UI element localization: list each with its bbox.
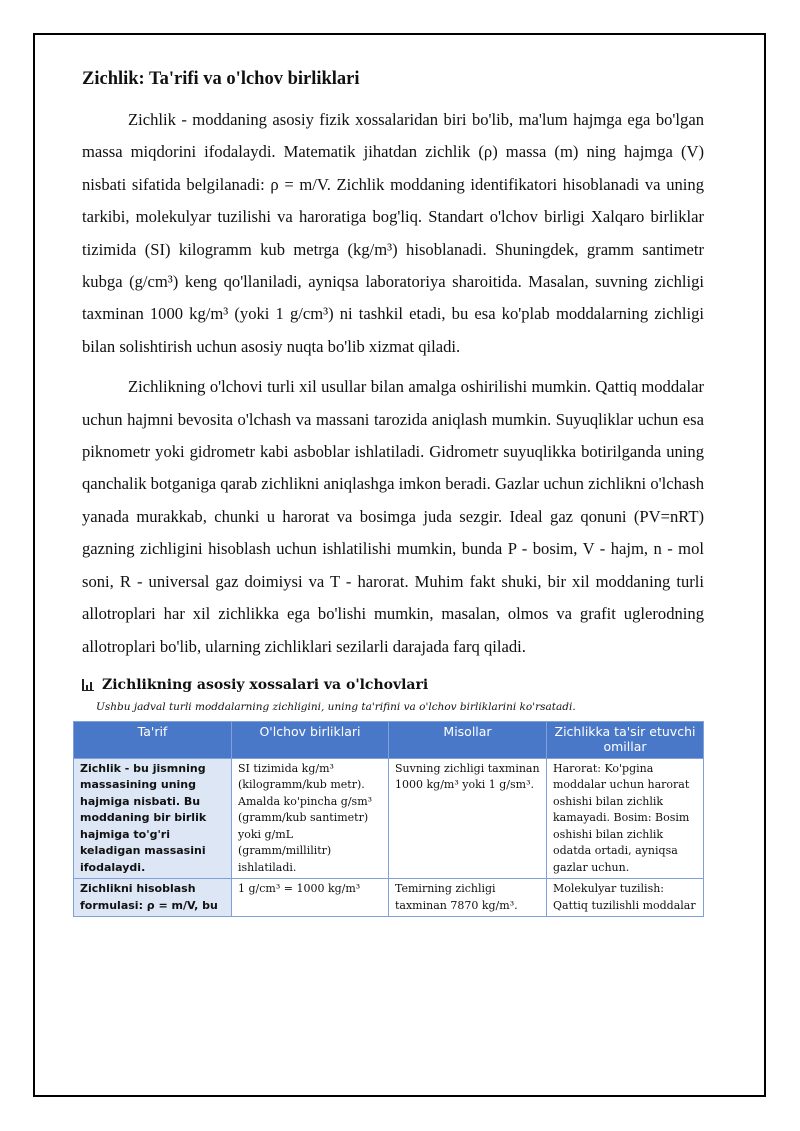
document-title: Zichlik: Ta'rifi va o'lchov birliklari — [82, 69, 360, 89]
document-body — [82, 66, 704, 917]
table-cell: Zichlik - bu jismning massasining uning hajmiga nisbati. Bu moddaning bir birlik hajmiga to'g'ri keladigan massasini ifodalaydi. — [74, 758, 232, 879]
table-caption: Ushbu jadval turli moddalarning zichligini, uning ta'rifini va o'lchov birliklarini ko'rsatadi. — [96, 700, 576, 713]
column-header: Ta'rif — [74, 721, 232, 758]
column-header: O'lchov birliklari — [232, 721, 389, 758]
properties-table — [73, 721, 704, 918]
table-cell: Suvning zichligi taxminan 1000 kg/m³ yoki 1 g/sm³. — [389, 758, 547, 879]
table-cell: SI tizimida kg/m³ (kilogramm/kub metr). Amalda ko'pincha g/sm³ (gramm/kub santimetr) yoki g/mL (gramm/millilitr) ishlatiladi. — [232, 758, 389, 879]
bar-chart-icon — [82, 679, 94, 691]
table-row — [74, 758, 704, 879]
table-heading-text: Zichlikning asosiy xossalari va o'lchovlari — [102, 676, 429, 693]
paragraph: Zichlikning o'lchovi turli xil usullar bilan amalga oshirilishi mumkin. Qattiq moddalar uchun hajmni bevosita o'lchash va massani tarozida aniqlash mumkin. Suyuqliklar uchun esa piknometr yoki gidrometr kabi asboblar ishlatiladi. Gidrometr suyuqlikka botirilganda uning qanchalik botganiga qarab zichlikni aniqlashga imkon beradi. Gazlar uchun zichlikni o'lchash yanada murakkab, chunki u harorat va bosimga juda sezgir. Ideal gaz qonuni (PV=nRT) gazning zichligini hisoblash uchun ishlatilishi mumkin, bunda P - bosim, V - hajm, n - mol soni, R - universal gaz doimiysi va T - harorat. Muhim fakt shuki, bir xil moddaning turli allotroplari har xil zichlikka ega bo'lishi mumkin, masalan, olmos va grafit uglerodning allotroplari bo'lib, ularning zichliklari sezilarli darajada farq qiladi. — [82, 377, 704, 656]
column-header: Zichlikka ta'sir etuvchi omillar — [547, 721, 704, 758]
table-cell: Harorat: Ko'pgina moddalar uchun harorat oshishi bilan zichlik kamayadi. Bosim: Bosim oshishi bilan zichlik odatda ortadi, ayniqsa gazlar uchun. — [547, 758, 704, 879]
table-header-row — [74, 721, 704, 758]
table-cell: Zichlikni hisoblash formulasi: ρ = m/V, bu — [74, 879, 232, 917]
table-row — [74, 879, 704, 917]
table-cell: Temirning zichligi taxminan 7870 kg/m³. — [389, 879, 547, 917]
column-header: Misollar — [389, 721, 547, 758]
table-cell: Molekulyar tuzilish: Qattiq tuzilishli moddalar — [547, 879, 704, 917]
table-cell: 1 g/cm³ = 1000 kg/m³ — [232, 879, 389, 917]
table-heading — [82, 677, 704, 693]
paragraph: Zichlik - moddaning asosiy fizik xossalaridan biri bo'lib, ma'lum hajmga ega bo'lgan massa miqdorini ifodalaydi. Matematik jihatdan zichlik (ρ) massa (m) ning hajmga (V) nisbati sifatida belgilanadi: ρ = m/V. Zichlik moddaning identifikatori hisoblanadi va uning tarkibi, molekulyar tuzilishi va haroratiga bog'liq. Standart o'lchov birligi Xalqaro birliklar tizimida (SI) kilogramm kub metrga (kg/m³) hisoblanadi. Shuningdek, gramm santimetr kubga (g/cm³) keng qo'llaniladi, ayniqsa laboratoriya sharoitida. Masalan, suvning zichligi taxminan 1000 kg/m³ (yoki 1 g/cm³) ni tashkil etadi, bu esa ko'plab moddalarning zichligi bilan solishtirish uchun asosiy nuqta bo'lib xizmat qiladi. — [82, 110, 704, 356]
